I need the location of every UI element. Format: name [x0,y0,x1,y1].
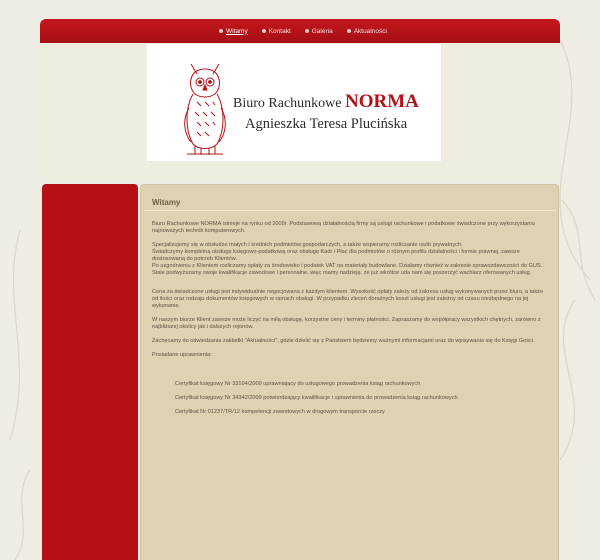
paragraph: Cena za świadczone usługi jest indywidualnie negocjowana z każdym klientem. Wysokość opłaty zależy od zakresu usług wykonywanych przez biuro, a także od ilości oraz rodzaju dokumentów księgowych w ramach obsługi. W przypadku zleceń doraźnych koszt usługi jest zależny od czasu niezbędnego na jej wykonanie. [152,289,544,309]
paragraph: Świadczymy kompletną obsługę księgowo-podatkową oraz obsługę Kadr i Płac dla podmiotów o różnym profilu działalności i formie prawnej, zawsze dostosowaną do potrzeb Klientów. [152,249,520,262]
bullet-icon [262,29,266,33]
nav-item-kontakt[interactable]: Kontakt [262,28,291,35]
company-name: Biuro Rachunkowe NORMA [233,91,419,112]
paragraph: Specjalizujemy się w obsłudze małych i średnich podmiotów gospodarczych, a także wspieramy rozliczanie osób prywatnych. [152,242,463,248]
certificate-item: Certyfikat księgowy Nr 34342/2009 potwierdzający kwalifikacje i uprawnienia do prowadzenia ksiąg rachunkowych [175,395,458,401]
logo-banner [147,44,441,161]
certificate-item: Certyfikat księgowy Nr 33104/2009 uprawniający do usługowego prowadzenia ksiąg rachunkowych [175,381,421,387]
section-title: Posiadane uprawnienia: [152,352,212,358]
owner-name: Agnieszka Teresa Plucińska [245,116,408,132]
paragraph: Po uzgodnieniu z Klientem rozliczamy opłaty za środowisko i podatek VAT na materiały budowlane. Działamy również w zakresie sprawozdawczości do GUS. Stale podwyższamy swoje kwalifikacje zawodowe i personalne, więc mamy nadzieję, że już wkrótce uda nam się poszerzyć wachlarz oferowanych usług. [152,263,543,276]
nav-item-galeria[interactable]: Galeria [305,28,333,35]
nav-item-witamy[interactable]: Witamy [219,28,248,35]
certificate-item: Certyfikat Nr 01237/TR/12 kompetencji zawodowych w drogowym transporcie rzeczy [175,409,385,415]
nav-item-aktualnosci[interactable]: Aktualności [347,28,387,35]
content-body [152,221,548,423]
bullet-icon [305,29,309,33]
paragraph: Biuro Rachunkowe NORMA istnieje na rynku od 2009r. Podstawową działalnością firmy są usługi rachunkowe i podatkowe świadczone przy wykorzystaniu najnowszych technik komputerowych. [152,221,535,234]
owl-logo-icon [181,58,229,158]
top-navigation [40,19,560,43]
paragraph: W naszym biurze Klient zawsze może liczyć na miłą obsługę, korzystne ceny i terminy płatności. Zapraszamy do współpracy wszystkich chętnych, zarówno z najbliższej okolicy jak i dalszych rejonów. [152,317,541,330]
bullet-icon [347,29,351,33]
page-title: Witamy [152,198,181,207]
paragraph: Zachęcamy do odwiedzania zakładki "Aktualności", gdzie dzielić się z Państwem będziemy ważnymi informacjami oraz do wpisywania się do Księgi Gości. [152,338,535,344]
left-sidebar [42,184,138,560]
bullet-icon [219,29,223,33]
main-content [140,184,559,560]
title-divider [144,210,556,211]
brand-name: NORMA [344,91,419,112]
